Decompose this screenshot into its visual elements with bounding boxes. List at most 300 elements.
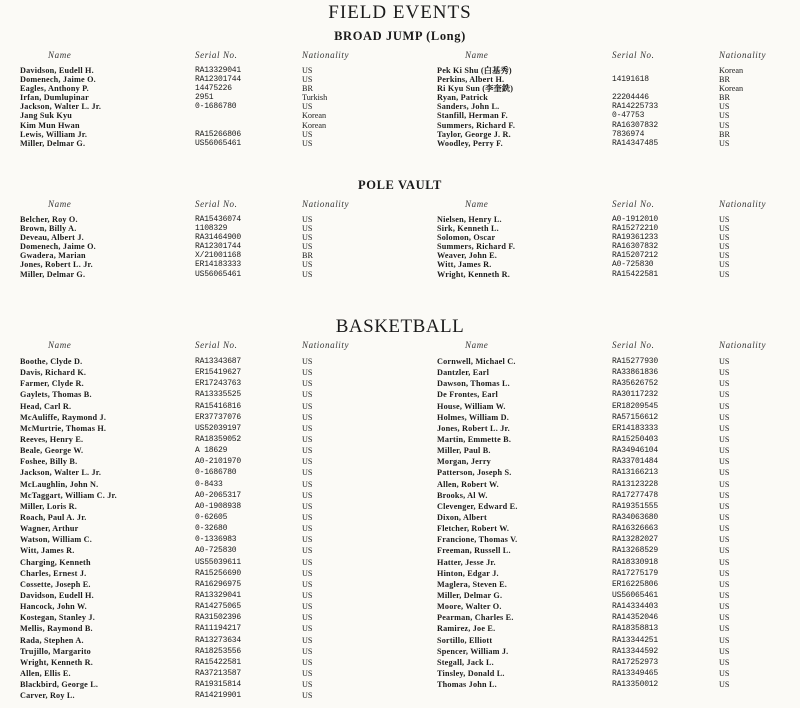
serial-number: 0-8433 (195, 479, 223, 489)
serial-number: RA15436074 (195, 215, 242, 224)
athlete-name: Head, Carl R. (20, 401, 72, 411)
athlete-name: Roach, Paul A. Jr. (20, 512, 87, 522)
athlete-name: Jang Suk Kyu (20, 111, 73, 121)
athlete-name: Martin, Emmette B. (437, 434, 512, 444)
serial-number: 0-1686780 (195, 102, 237, 112)
serial-number: RA13350012 (612, 680, 659, 690)
athlete-row (0, 139, 800, 148)
serial-number: RA37213587 (195, 668, 242, 678)
serial-number: RA17275179 (612, 568, 659, 578)
athlete-name: Charging, Kenneth (20, 557, 91, 567)
athlete-name: Brooks, Al W. (437, 490, 488, 500)
athlete-row (0, 66, 800, 75)
serial-number: RA15266806 (195, 129, 242, 139)
nationality: US (719, 251, 730, 261)
nationality: US (719, 501, 730, 511)
nationality: US (719, 535, 730, 545)
athlete-row (0, 423, 800, 434)
nationality: US (302, 568, 313, 578)
serial-number: RA12301744 (195, 75, 242, 85)
athlete-name: Pearman, Charles E. (437, 613, 514, 623)
athlete-name: Watson, William C. (20, 535, 92, 545)
serial-number: RA14352046 (612, 613, 659, 623)
header-name: Name (48, 199, 72, 209)
header-name: Name (465, 199, 489, 209)
athlete-name: Davidson, Eudell H. (20, 590, 94, 600)
athlete-name: Stegall, Jack L. (437, 657, 494, 667)
athlete-name: Trujillo, Margarito (20, 646, 91, 656)
serial-number: RA14347485 (612, 138, 659, 148)
athlete-name: Witt, James R. (20, 546, 75, 556)
serial-number: RA13268529 (612, 546, 659, 556)
nationality: US (719, 215, 730, 224)
athlete-row (0, 545, 800, 556)
serial-number: RA19351555 (612, 501, 659, 511)
pole-vault-title: POLE VAULT (358, 178, 442, 192)
serial-number: ER18209545 (612, 401, 659, 411)
nationality: US (719, 446, 730, 456)
athlete-name: Hinton, Edgar J. (437, 568, 499, 578)
nationality: US (719, 557, 730, 567)
nationality: Korean (719, 66, 744, 75)
nationality: US (719, 224, 730, 234)
serial-number: ER17243763 (195, 379, 242, 389)
athlete-name: Allen, Robert W. (437, 479, 499, 489)
header-name: Name (48, 340, 72, 350)
serial-number: RA16307832 (612, 242, 659, 252)
header-nationality: Nationality (719, 340, 767, 350)
serial-number: RA13166213 (612, 468, 659, 478)
serial-number: RA11194217 (195, 624, 242, 634)
athlete-row (0, 367, 800, 378)
athlete-row (0, 434, 800, 445)
serial-number: RA33861836 (612, 368, 659, 378)
athlete-name: Jackson, Walter L. Jr. (20, 102, 102, 112)
athlete-row (0, 479, 800, 490)
athlete-name: Deveau, Albert J. (20, 233, 84, 243)
athlete-name: Witt, James R. (437, 260, 492, 270)
athlete-name: McTaggart, William C. Jr. (20, 490, 117, 500)
nationality: US (302, 624, 313, 634)
athlete-name: Domenech, Jaime O. (20, 75, 96, 85)
athlete-row (0, 523, 800, 534)
athlete-name: Blackbird, George L. (20, 680, 99, 690)
athlete-name: Beale, George W. (20, 446, 84, 456)
serial-number: 0-32680 (195, 524, 228, 534)
nationality: US (719, 357, 730, 366)
header-serial: Serial No. (612, 50, 655, 60)
athlete-name: Summers, Richard F. (437, 242, 516, 252)
header-serial: Serial No. (195, 50, 238, 60)
serial-number: RA15416816 (195, 401, 242, 411)
serial-number: RA13343687 (195, 357, 242, 366)
header-name: Name (465, 50, 489, 60)
basketball-right-list (0, 356, 800, 690)
athlete-name: Irfan, Dumlupinar (20, 93, 89, 103)
nationality: US (302, 479, 313, 489)
athlete-name: Perkins, Albert H. (437, 75, 505, 85)
nationality: US (719, 379, 730, 389)
serial-number: RA15250403 (612, 434, 659, 444)
nationality: US (719, 423, 730, 433)
nationality: US (302, 434, 313, 444)
header-serial: Serial No. (612, 340, 655, 350)
serial-number: 22204446 (612, 93, 649, 103)
nationality: US (302, 357, 313, 366)
serial-number: RA15422581 (195, 657, 242, 667)
serial-number: RA14334403 (612, 602, 659, 612)
athlete-name: Taylor, George J. R. (437, 129, 511, 139)
serial-number: RA16296975 (195, 579, 242, 589)
nationality: US (302, 524, 313, 534)
serial-number: RA16307832 (612, 120, 659, 130)
nationality: US (302, 423, 313, 433)
athlete-row (0, 623, 800, 634)
serial-number: RA17252973 (612, 657, 659, 667)
nationality: US (719, 412, 730, 422)
athlete-row (0, 445, 800, 456)
serial-number: 14475226 (195, 84, 232, 94)
serial-number: 2951 (195, 93, 214, 103)
nationality: US (719, 368, 730, 378)
athlete-row (0, 242, 800, 251)
athlete-name: Jones, Robert L. Jr. (20, 260, 93, 270)
athlete-row (0, 215, 800, 224)
athlete-name: Miller, Delmar G. (437, 590, 503, 600)
nationality: US (302, 691, 313, 701)
nationality: Korean (719, 84, 744, 94)
athlete-name: Mellis, Raymond B. (20, 624, 93, 634)
serial-number: RA34063680 (612, 512, 659, 522)
nationality: US (302, 468, 313, 478)
athlete-row (0, 456, 800, 467)
nationality: US (719, 602, 730, 612)
serial-number: X/21001168 (195, 251, 242, 261)
nationality: US (302, 401, 313, 411)
athlete-name: Miller, Paul B. (437, 446, 491, 456)
athlete-name: Miller, Delmar G. (20, 138, 86, 148)
serial-number: US55039611 (195, 557, 242, 567)
athlete-name: Ramirez, Joe E. (437, 624, 496, 634)
athlete-name: Miller, Loris R. (20, 501, 78, 511)
page-title: FIELD EVENTS (328, 2, 472, 23)
serial-number: RA13329041 (195, 590, 242, 600)
serial-number: RA15272210 (612, 224, 659, 234)
nationality: US (719, 242, 730, 252)
serial-number: ER37737076 (195, 412, 242, 422)
athlete-name: Gwadera, Marian (20, 251, 86, 261)
nationality: US (719, 138, 730, 148)
header-serial: Serial No. (195, 199, 238, 209)
athlete-name: Ryan, Patrick (437, 93, 488, 103)
nationality: US (719, 390, 730, 400)
serial-number: RA15207212 (612, 251, 659, 261)
serial-number: US56065461 (195, 138, 242, 148)
athlete-name: Fletcher, Robert W. (437, 524, 510, 534)
nationality: US (719, 401, 730, 411)
athlete-row (0, 690, 400, 701)
serial-number: RA13273634 (195, 635, 242, 645)
nationality: US (719, 624, 730, 634)
athlete-row (0, 579, 800, 590)
nationality: US (302, 546, 313, 556)
athlete-name: Patterson, Joseph S. (437, 468, 512, 478)
nationality: BR (719, 75, 730, 85)
athlete-name: Summers, Richard F. (437, 120, 516, 130)
athlete-name: McLaughlin, John N. (20, 479, 99, 489)
serial-number: RA15422581 (612, 269, 659, 279)
serial-number: 0-1686780 (195, 468, 237, 478)
header-serial: Serial No. (612, 199, 655, 209)
nationality: US (302, 66, 313, 75)
nationality: US (302, 379, 313, 389)
athlete-row (0, 130, 800, 139)
athlete-name: Woodley, Perry F. (437, 138, 503, 148)
nationality: US (302, 233, 313, 243)
athlete-row (0, 111, 800, 120)
athlete-name: Moore, Walter O. (437, 602, 502, 612)
athlete-name: Freeman, Russell L. (437, 546, 511, 556)
athlete-name: Foshee, Billy B. (20, 457, 78, 467)
nationality: US (302, 260, 313, 270)
nationality: US (719, 646, 730, 656)
athlete-name: Weaver, John E. (437, 251, 498, 261)
pole-vault-right-list (0, 215, 800, 279)
athlete-name: Farmer, Clyde R. (20, 379, 84, 389)
athlete-row (0, 75, 800, 84)
serial-number: A0-725830 (612, 260, 654, 270)
athlete-name: Nielsen, Henry L. (437, 215, 502, 224)
nationality: US (302, 512, 313, 522)
athlete-row (0, 601, 800, 612)
nationality: US (719, 680, 730, 690)
athlete-row (0, 260, 800, 269)
athlete-row (0, 590, 800, 601)
nationality: US (719, 668, 730, 678)
athlete-name: Reeves, Henry E. (20, 434, 84, 444)
athlete-row (0, 251, 800, 260)
header-nationality: Nationality (302, 340, 350, 350)
athlete-name: Boothe, Clyde D. (20, 357, 83, 366)
serial-number: RA14219901 (195, 691, 242, 701)
serial-number: A0-725830 (195, 546, 237, 556)
athlete-name: Davidson, Eudell H. (20, 66, 94, 75)
athlete-name: Miller, Delmar G. (20, 269, 86, 279)
serial-number: RA18330918 (612, 557, 659, 567)
serial-number: RA13123228 (612, 479, 659, 489)
serial-number: RA30117232 (612, 390, 659, 400)
athlete-name: Solomon, Oscar (437, 233, 496, 243)
nationality: US (302, 446, 313, 456)
athlete-row (0, 84, 800, 93)
nationality: US (302, 657, 313, 667)
serial-number: RA15256690 (195, 568, 242, 578)
nationality: US (302, 668, 313, 678)
athlete-name: Hatter, Jesse Jr. (437, 557, 496, 567)
nationality: US (302, 602, 313, 612)
serial-number: RA12301744 (195, 242, 242, 252)
athlete-name: Belcher, Roy O. (20, 215, 78, 224)
athlete-name: Rada, Stephen A. (20, 635, 84, 645)
athlete-name: Sirk, Kenneth L. (437, 224, 499, 234)
nationality: US (302, 501, 313, 511)
athlete-name: Hancock, John W. (20, 602, 87, 612)
athlete-name: Davis, Richard K. (20, 368, 87, 378)
athlete-name: Kostegan, Stanley J. (20, 613, 95, 623)
nationality: US (302, 635, 313, 645)
serial-number: RA16326663 (612, 524, 659, 534)
serial-number: 0-62605 (195, 512, 228, 522)
nationality: US (719, 613, 730, 623)
nationality: US (302, 129, 313, 139)
athlete-name: Wright, Kenneth R. (20, 657, 94, 667)
serial-number: RA17277478 (612, 490, 659, 500)
athlete-row (0, 233, 800, 242)
athlete-name: Tinsley, Donald L. (437, 668, 505, 678)
nationality: US (302, 557, 313, 567)
athlete-row (0, 224, 800, 233)
serial-number: RA31464900 (195, 233, 242, 243)
athlete-row (0, 401, 800, 412)
serial-number: RA18358813 (612, 624, 659, 634)
nationality: US (302, 590, 313, 600)
athlete-row (0, 378, 800, 389)
nationality: BR (719, 93, 730, 103)
athlete-row (0, 490, 800, 501)
serial-number: US52039197 (195, 423, 242, 433)
serial-number: RA34946104 (612, 446, 659, 456)
athlete-row (0, 102, 800, 111)
nationality: Turkish (302, 93, 328, 103)
nationality: US (302, 224, 313, 234)
serial-number: RA19315814 (195, 680, 242, 690)
nationality: US (302, 457, 313, 467)
athlete-name: Jones, Robert L. Jr. (437, 423, 510, 433)
nationality: US (719, 457, 730, 467)
athlete-row (0, 568, 800, 579)
athlete-name: Kim Mun Hwan (20, 120, 80, 130)
header-name: Name (465, 340, 489, 350)
nationality: US (719, 579, 730, 589)
serial-number: RA14225733 (612, 102, 659, 112)
serial-number: RA18359052 (195, 434, 242, 444)
serial-number: ER15419627 (195, 368, 242, 378)
athlete-name: Cornwell, Michael C. (437, 357, 516, 366)
serial-number: 7836974 (612, 129, 645, 139)
athlete-row (0, 612, 800, 623)
athlete-name: De Frontes, Earl (437, 390, 499, 400)
athlete-row (0, 512, 800, 523)
athlete-name: House, William W. (437, 401, 506, 411)
athlete-name: Clevenger, Edward E. (437, 501, 518, 511)
athlete-row (0, 467, 800, 478)
athlete-name: Dawson, Thomas L. (437, 379, 510, 389)
nationality: Korean (302, 120, 327, 130)
serial-number: RA35626752 (612, 379, 659, 389)
athlete-row (0, 534, 800, 545)
nationality: US (302, 242, 313, 252)
athlete-name: Allen, Ellis E. (20, 668, 71, 678)
athlete-name: Dantzler, Earl (437, 368, 490, 378)
serial-number: 0-1336983 (195, 535, 237, 545)
serial-number: RA13335525 (195, 390, 242, 400)
athlete-name: Domenech, Jaime O. (20, 242, 96, 252)
nationality: US (719, 568, 730, 578)
nationality: US (719, 490, 730, 500)
athlete-name: Charles, Ernest J. (20, 568, 87, 578)
athlete-row (0, 121, 800, 130)
athlete-name: Francione, Thomas V. (437, 535, 518, 545)
athlete-name: Lewis, William Jr. (20, 129, 88, 139)
athlete-row (0, 557, 800, 568)
nationality: US (302, 368, 313, 378)
nationality: US (302, 579, 313, 589)
athlete-row (0, 356, 800, 367)
serial-number: A0-1908938 (195, 501, 242, 511)
athlete-name: Thomas John L. (437, 680, 497, 690)
serial-number: US56065461 (612, 590, 659, 600)
nationality: US (719, 468, 730, 478)
athlete-row (0, 668, 800, 679)
nationality: US (302, 646, 313, 656)
athlete-name: Maglera, Steven E. (437, 579, 507, 589)
basketball-title: BASKETBALL (335, 316, 465, 337)
athlete-name: Pek Ki Shu (白基秀) (437, 66, 512, 75)
nationality: US (302, 613, 313, 623)
athlete-row (0, 389, 800, 400)
serial-number: ER16225806 (612, 579, 659, 589)
serial-number: 14191618 (612, 75, 649, 85)
nationality: US (302, 215, 313, 224)
header-nationality: Nationality (719, 50, 767, 60)
athlete-name: Brown, Billy A. (20, 224, 77, 234)
nationality: US (302, 138, 313, 148)
nationality: US (719, 120, 730, 130)
athlete-row (0, 412, 800, 423)
serial-number: A0-1912010 (612, 215, 659, 224)
nationality: US (719, 260, 730, 270)
nationality: US (719, 102, 730, 112)
nationality: US (302, 269, 313, 279)
nationality: US (719, 546, 730, 556)
athlete-name: Holmes, William D. (437, 412, 509, 422)
serial-number: RA31502396 (195, 613, 242, 623)
serial-number: RA14275065 (195, 602, 242, 612)
header-name: Name (48, 50, 72, 60)
nationality: US (302, 412, 313, 422)
athlete-row (0, 501, 800, 512)
serial-number: RA19361233 (612, 233, 659, 243)
nationality: US (719, 479, 730, 489)
nationality: US (302, 102, 313, 112)
nationality: US (719, 434, 730, 444)
athlete-name: Sortillo, Elliott (437, 635, 493, 645)
athlete-name: Morgan, Jerry (437, 457, 491, 467)
header-nationality: Nationality (719, 199, 767, 209)
athlete-name: McAuliffe, Raymond J. (20, 412, 107, 422)
nationality: US (719, 590, 730, 600)
athlete-row (0, 93, 800, 102)
serial-number: RA18253556 (195, 646, 242, 656)
nationality: US (302, 490, 313, 500)
header-nationality: Nationality (302, 50, 350, 60)
athlete-name: Sanders, John L. (437, 102, 500, 112)
nationality: BR (719, 129, 730, 139)
serial-number: A0-2065317 (195, 490, 242, 500)
athlete-name: McMurtrie, Thomas H. (20, 423, 107, 433)
nationality: US (302, 390, 313, 400)
serial-number: ER14183333 (612, 423, 659, 433)
